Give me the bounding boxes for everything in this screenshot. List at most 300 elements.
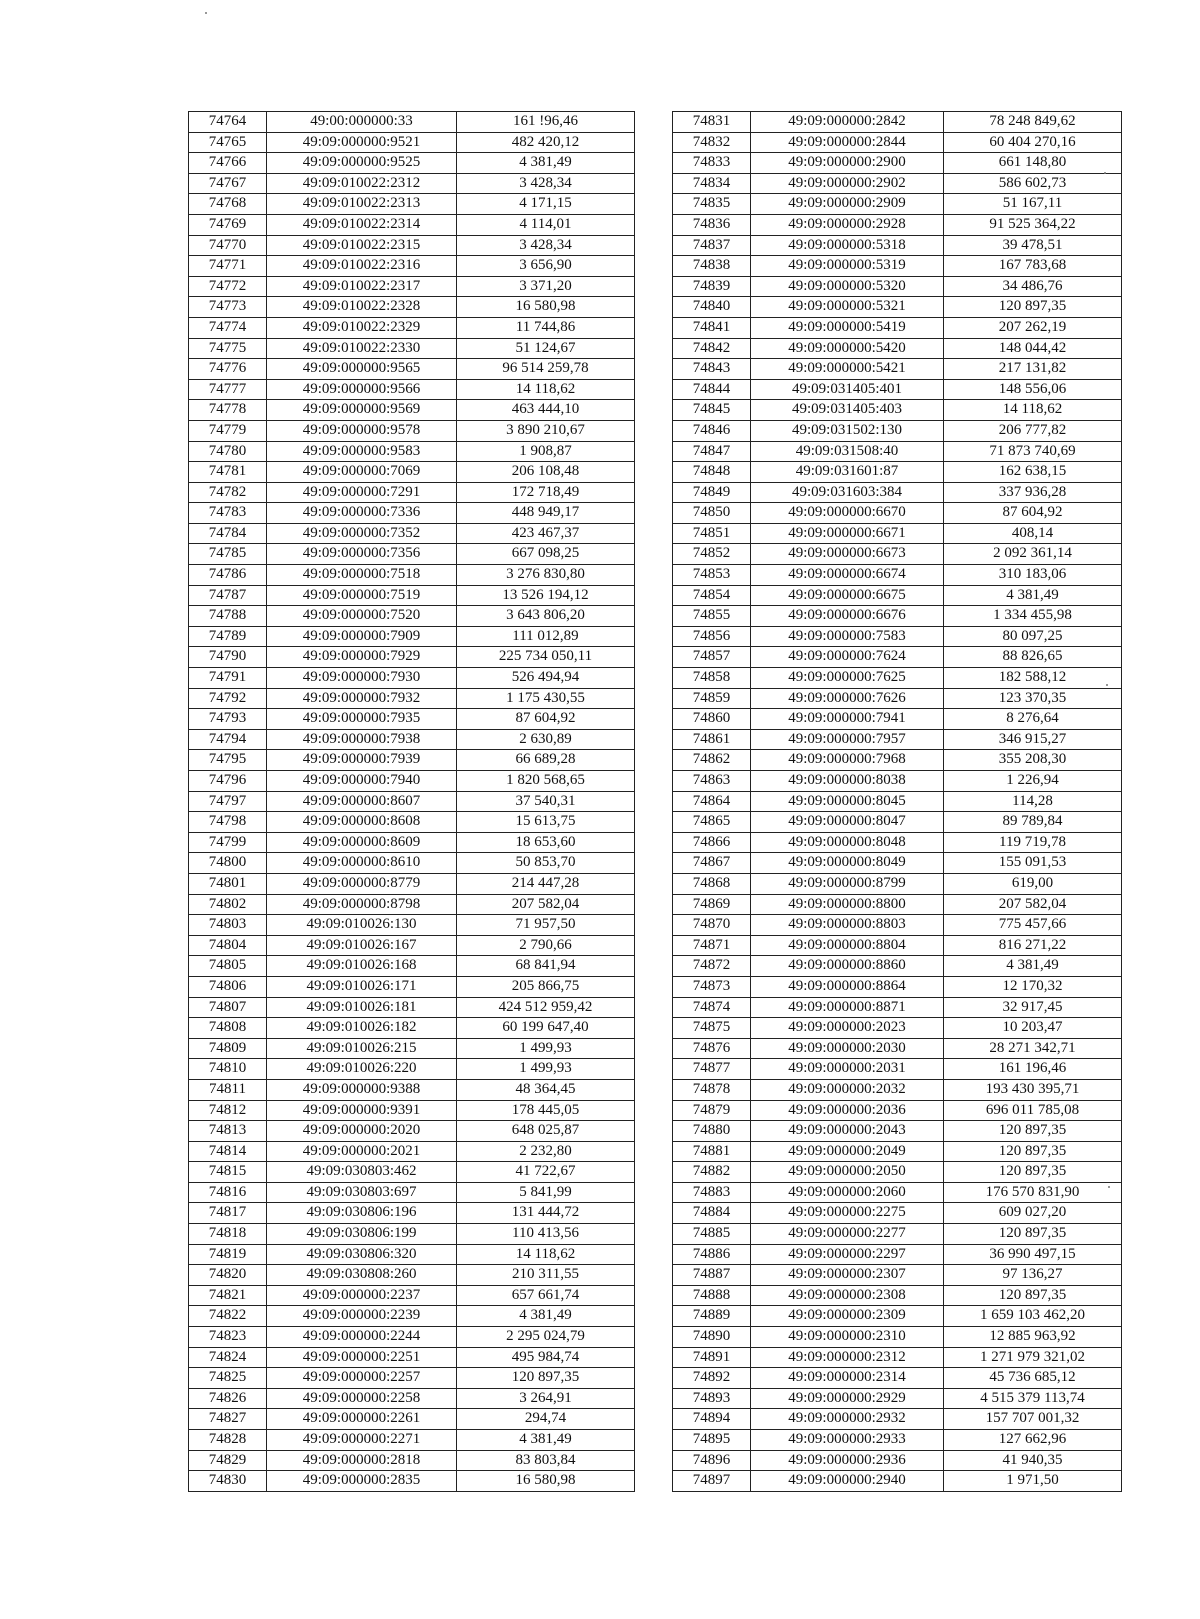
table-row xyxy=(189,235,635,256)
table-row xyxy=(673,1265,1122,1286)
cadastral-number: 49:09:010026:220 xyxy=(267,1059,457,1080)
table-row xyxy=(189,441,635,462)
row-number: 74822 xyxy=(189,1306,267,1327)
cadastral-value: 176 570 831,90 xyxy=(944,1182,1122,1203)
cadastral-number: 49:09:000000:5420 xyxy=(751,338,944,359)
row-number: 74840 xyxy=(673,297,751,318)
table-row xyxy=(189,956,635,977)
table-row xyxy=(673,112,1122,133)
cadastral-value: 131 444,72 xyxy=(457,1203,635,1224)
cadastral-number: 49:09:030803:697 xyxy=(267,1182,457,1203)
cadastral-value: 1 499,93 xyxy=(457,1038,635,1059)
cadastral-number: 49:09:010022:2315 xyxy=(267,235,457,256)
table-row xyxy=(673,1100,1122,1121)
table-row xyxy=(673,338,1122,359)
row-number: 74830 xyxy=(189,1471,267,1492)
cadastral-value: 207 582,04 xyxy=(457,894,635,915)
cadastral-number: 49:09:000000:2928 xyxy=(751,214,944,235)
row-number: 74839 xyxy=(673,276,751,297)
row-number: 74820 xyxy=(189,1265,267,1286)
table-row xyxy=(189,214,635,235)
row-number: 74849 xyxy=(673,482,751,503)
cadastral-number: 49:09:010026:215 xyxy=(267,1038,457,1059)
table-row xyxy=(673,626,1122,647)
cadastral-value: 167 783,68 xyxy=(944,256,1122,277)
row-number: 74888 xyxy=(673,1285,751,1306)
cadastral-value: 5 841,99 xyxy=(457,1182,635,1203)
row-number: 74859 xyxy=(673,688,751,709)
cadastral-number: 49:09:010026:168 xyxy=(267,956,457,977)
row-number: 74885 xyxy=(673,1224,751,1245)
cadastral-value: 45 736 685,12 xyxy=(944,1368,1122,1389)
table-row xyxy=(673,1388,1122,1409)
row-number: 74813 xyxy=(189,1121,267,1142)
table-row xyxy=(673,1224,1122,1245)
cadastral-value: 207 582,04 xyxy=(944,894,1122,915)
row-number: 74880 xyxy=(673,1121,751,1142)
cadastral-value: 87 604,92 xyxy=(944,503,1122,524)
table-row xyxy=(673,1059,1122,1080)
cadastral-number: 49:09:000000:8610 xyxy=(267,853,457,874)
table-row xyxy=(673,688,1122,709)
cadastral-table-right xyxy=(672,111,1122,1492)
cadastral-value: 586 602,73 xyxy=(944,173,1122,194)
cadastral-number: 49:09:000000:8798 xyxy=(267,894,457,915)
cadastral-value: 161 196,46 xyxy=(944,1059,1122,1080)
cadastral-number: 49:09:000000:9569 xyxy=(267,400,457,421)
table-row xyxy=(189,1224,635,1245)
cadastral-number: 49:09:000000:7520 xyxy=(267,606,457,627)
row-number: 74815 xyxy=(189,1162,267,1183)
cadastral-value: 448 949,17 xyxy=(457,503,635,524)
table-row xyxy=(189,1244,635,1265)
row-number: 74844 xyxy=(673,379,751,400)
cadastral-number: 49:09:030806:199 xyxy=(267,1224,457,1245)
row-number: 74791 xyxy=(189,668,267,689)
table-row xyxy=(673,132,1122,153)
cadastral-number: 49:09:000000:6674 xyxy=(751,565,944,586)
row-number: 74886 xyxy=(673,1244,751,1265)
cadastral-value: 110 413,56 xyxy=(457,1224,635,1245)
cadastral-value: 4 515 379 113,74 xyxy=(944,1388,1122,1409)
row-number: 74778 xyxy=(189,400,267,421)
cadastral-value: 48 364,45 xyxy=(457,1079,635,1100)
table-row xyxy=(673,1368,1122,1389)
row-number: 74891 xyxy=(673,1347,751,1368)
table-row xyxy=(673,771,1122,792)
cadastral-value: 11 744,86 xyxy=(457,317,635,338)
cadastral-value: 78 248 849,62 xyxy=(944,112,1122,133)
row-number: 74777 xyxy=(189,379,267,400)
cadastral-value: 60 199 647,40 xyxy=(457,1018,635,1039)
table-row xyxy=(673,544,1122,565)
table-row xyxy=(673,1203,1122,1224)
cadastral-number: 49:09:000000:2023 xyxy=(751,1018,944,1039)
cadastral-number: 49:09:000000:2312 xyxy=(751,1347,944,1368)
table-row xyxy=(189,812,635,833)
cadastral-value: 2 295 024,79 xyxy=(457,1327,635,1348)
cadastral-value: 83 803,84 xyxy=(457,1450,635,1471)
table-row xyxy=(189,894,635,915)
cadastral-value: 39 478,51 xyxy=(944,235,1122,256)
cadastral-value: 225 734 050,11 xyxy=(457,647,635,668)
cadastral-value: 120 897,35 xyxy=(944,1224,1122,1245)
table-row xyxy=(189,832,635,853)
row-number: 74780 xyxy=(189,441,267,462)
table-row xyxy=(673,853,1122,874)
row-number: 74797 xyxy=(189,791,267,812)
cadastral-value: 14 118,62 xyxy=(944,400,1122,421)
cadastral-number: 49:09:000000:2271 xyxy=(267,1430,457,1451)
table-row xyxy=(673,297,1122,318)
cadastral-number: 49:09:010022:2316 xyxy=(267,256,457,277)
cadastral-number: 49:09:000000:2060 xyxy=(751,1182,944,1203)
cadastral-number: 49:09:000000:7336 xyxy=(267,503,457,524)
cadastral-value: 172 718,49 xyxy=(457,482,635,503)
cadastral-number: 49:09:000000:8609 xyxy=(267,832,457,853)
table-row xyxy=(189,791,635,812)
cadastral-value: 4 114,01 xyxy=(457,214,635,235)
cadastral-value: 16 580,98 xyxy=(457,1471,635,1492)
cadastral-value: 3 643 806,20 xyxy=(457,606,635,627)
cadastral-number: 49:09:000000:8608 xyxy=(267,812,457,833)
row-number: 74803 xyxy=(189,915,267,936)
table-row xyxy=(673,1450,1122,1471)
cadastral-value: 71 873 740,69 xyxy=(944,441,1122,462)
cadastral-number: 49:09:000000:8799 xyxy=(751,873,944,894)
cadastral-number: 49:09:000000:2844 xyxy=(751,132,944,153)
row-number: 74871 xyxy=(673,935,751,956)
table-row xyxy=(189,1265,635,1286)
cadastral-table-left xyxy=(188,111,635,1492)
row-number: 74874 xyxy=(673,997,751,1018)
cadastral-value: 88 826,65 xyxy=(944,647,1122,668)
row-number: 74873 xyxy=(673,976,751,997)
table-row xyxy=(189,1038,635,1059)
cadastral-number: 49:09:000000:2933 xyxy=(751,1430,944,1451)
cadastral-number: 49:09:000000:2818 xyxy=(267,1450,457,1471)
row-number: 74766 xyxy=(189,153,267,174)
table-row xyxy=(673,935,1122,956)
cadastral-value: 3 428,34 xyxy=(457,173,635,194)
row-number: 74838 xyxy=(673,256,751,277)
row-number: 74785 xyxy=(189,544,267,565)
table-row xyxy=(189,420,635,441)
cadastral-value: 495 984,74 xyxy=(457,1347,635,1368)
cadastral-value: 120 897,35 xyxy=(457,1368,635,1389)
cadastral-value: 609 027,20 xyxy=(944,1203,1122,1224)
row-number: 74812 xyxy=(189,1100,267,1121)
cadastral-number: 49:09:000000:2940 xyxy=(751,1471,944,1492)
cadastral-number: 49:09:000000:7518 xyxy=(267,565,457,586)
cadastral-value: 96 514 259,78 xyxy=(457,359,635,380)
row-number: 74817 xyxy=(189,1203,267,1224)
cadastral-number: 49:09:000000:2310 xyxy=(751,1327,944,1348)
cadastral-value: 193 430 395,71 xyxy=(944,1079,1122,1100)
table-row xyxy=(673,359,1122,380)
row-number: 74833 xyxy=(673,153,751,174)
cadastral-value: 217 131,82 xyxy=(944,359,1122,380)
row-number: 74835 xyxy=(673,194,751,215)
cadastral-number: 49:09:000000:2239 xyxy=(267,1306,457,1327)
table-row xyxy=(189,276,635,297)
table-row xyxy=(189,1306,635,1327)
cadastral-value: 66 689,28 xyxy=(457,750,635,771)
table-row xyxy=(189,153,635,174)
row-number: 74807 xyxy=(189,997,267,1018)
cadastral-value: 696 011 785,08 xyxy=(944,1100,1122,1121)
cadastral-number: 49:09:031405:403 xyxy=(751,400,944,421)
cadastral-number: 49:09:000000:2031 xyxy=(751,1059,944,1080)
cadastral-number: 49:09:000000:7930 xyxy=(267,668,457,689)
row-number: 74862 xyxy=(673,750,751,771)
table-row xyxy=(673,173,1122,194)
cadastral-value: 51 167,11 xyxy=(944,194,1122,215)
cadastral-value: 214 447,28 xyxy=(457,873,635,894)
row-number: 74774 xyxy=(189,317,267,338)
cadastral-value: 3 371,20 xyxy=(457,276,635,297)
cadastral-value: 60 404 270,16 xyxy=(944,132,1122,153)
cadastral-value: 111 012,89 xyxy=(457,626,635,647)
row-number: 74895 xyxy=(673,1430,751,1451)
row-number: 74786 xyxy=(189,565,267,586)
cadastral-value: 205 866,75 xyxy=(457,976,635,997)
cadastral-value: 71 957,50 xyxy=(457,915,635,936)
table-row xyxy=(189,173,635,194)
row-number: 74865 xyxy=(673,812,751,833)
cadastral-number: 49:09:000000:2020 xyxy=(267,1121,457,1142)
cadastral-number: 49:09:000000:2314 xyxy=(751,1368,944,1389)
cadastral-number: 49:09:000000:7626 xyxy=(751,688,944,709)
cadastral-number: 49:09:000000:2842 xyxy=(751,112,944,133)
table-row xyxy=(189,585,635,606)
cadastral-number: 49:09:000000:8779 xyxy=(267,873,457,894)
cadastral-value: 4 381,49 xyxy=(457,153,635,174)
cadastral-value: 155 091,53 xyxy=(944,853,1122,874)
row-number: 74828 xyxy=(189,1430,267,1451)
cadastral-number: 49:09:000000:7938 xyxy=(267,729,457,750)
cadastral-number: 49:09:000000:5321 xyxy=(751,297,944,318)
cadastral-value: 1 271 979 321,02 xyxy=(944,1347,1122,1368)
row-number: 74869 xyxy=(673,894,751,915)
row-number: 74826 xyxy=(189,1388,267,1409)
table-row xyxy=(673,317,1122,338)
row-number: 74831 xyxy=(673,112,751,133)
cadastral-number: 49:09:031502:130 xyxy=(751,420,944,441)
cadastral-number: 49:09:000000:2050 xyxy=(751,1162,944,1183)
scan-speck xyxy=(205,12,207,14)
cadastral-number: 49:09:000000:2308 xyxy=(751,1285,944,1306)
table-body-right xyxy=(673,112,1122,1492)
row-number: 74827 xyxy=(189,1409,267,1430)
table-row xyxy=(189,256,635,277)
cadastral-number: 49:09:000000:6670 xyxy=(751,503,944,524)
table-row xyxy=(189,709,635,730)
scan-speck xyxy=(1106,684,1108,686)
row-number: 74816 xyxy=(189,1182,267,1203)
cadastral-number: 49:09:000000:2032 xyxy=(751,1079,944,1100)
table-row xyxy=(673,1347,1122,1368)
row-number: 74867 xyxy=(673,853,751,874)
cadastral-number: 49:09:000000:9578 xyxy=(267,420,457,441)
cadastral-number: 49:09:010026:171 xyxy=(267,976,457,997)
row-number: 74814 xyxy=(189,1141,267,1162)
cadastral-number: 49:09:000000:7625 xyxy=(751,668,944,689)
row-number: 74811 xyxy=(189,1079,267,1100)
row-number: 74784 xyxy=(189,523,267,544)
row-number: 74808 xyxy=(189,1018,267,1039)
cadastral-value: 120 897,35 xyxy=(944,1141,1122,1162)
table-row xyxy=(189,338,635,359)
cadastral-value: 206 777,82 xyxy=(944,420,1122,441)
cadastral-number: 49:09:000000:7352 xyxy=(267,523,457,544)
cadastral-value: 32 917,45 xyxy=(944,997,1122,1018)
row-number: 74894 xyxy=(673,1409,751,1430)
table-row xyxy=(673,1285,1122,1306)
row-number: 74897 xyxy=(673,1471,751,1492)
cadastral-number: 49:09:000000:8864 xyxy=(751,976,944,997)
cadastral-number: 49:09:000000:8607 xyxy=(267,791,457,812)
cadastral-value: 661 148,80 xyxy=(944,153,1122,174)
row-number: 74864 xyxy=(673,791,751,812)
table-row xyxy=(189,1100,635,1121)
table-row xyxy=(673,276,1122,297)
table-row xyxy=(189,1018,635,1039)
row-number: 74802 xyxy=(189,894,267,915)
cadastral-number: 49:09:000000:2297 xyxy=(751,1244,944,1265)
table-row xyxy=(673,647,1122,668)
row-number: 74850 xyxy=(673,503,751,524)
cadastral-number: 49:09:000000:7909 xyxy=(267,626,457,647)
cadastral-number: 49:09:000000:5320 xyxy=(751,276,944,297)
cadastral-number: 49:09:031405:401 xyxy=(751,379,944,400)
row-number: 74884 xyxy=(673,1203,751,1224)
row-number: 74770 xyxy=(189,235,267,256)
cadastral-value: 15 613,75 xyxy=(457,812,635,833)
cadastral-value: 12 885 963,92 xyxy=(944,1327,1122,1348)
cadastral-value: 408,14 xyxy=(944,523,1122,544)
row-number: 74779 xyxy=(189,420,267,441)
cadastral-value: 1 499,93 xyxy=(457,1059,635,1080)
row-number: 74868 xyxy=(673,873,751,894)
row-number: 74824 xyxy=(189,1347,267,1368)
table-row xyxy=(673,1079,1122,1100)
cadastral-number: 49:09:000000:9391 xyxy=(267,1100,457,1121)
cadastral-value: 12 170,32 xyxy=(944,976,1122,997)
table-row xyxy=(673,194,1122,215)
table-row xyxy=(673,956,1122,977)
cadastral-number: 49:09:000000:2049 xyxy=(751,1141,944,1162)
cadastral-number: 49:09:000000:2932 xyxy=(751,1409,944,1430)
cadastral-number: 49:09:000000:5318 xyxy=(751,235,944,256)
row-number: 74892 xyxy=(673,1368,751,1389)
table-row xyxy=(673,1018,1122,1039)
cadastral-number: 49:09:000000:2036 xyxy=(751,1100,944,1121)
table-row xyxy=(189,1079,635,1100)
row-number: 74878 xyxy=(673,1079,751,1100)
row-number: 74806 xyxy=(189,976,267,997)
cadastral-value: 37 540,31 xyxy=(457,791,635,812)
cadastral-value: 80 097,25 xyxy=(944,626,1122,647)
cadastral-value: 114,28 xyxy=(944,791,1122,812)
cadastral-number: 49:09:010022:2317 xyxy=(267,276,457,297)
table-row xyxy=(673,1038,1122,1059)
row-number: 74821 xyxy=(189,1285,267,1306)
cadastral-number: 49:09:000000:2244 xyxy=(267,1327,457,1348)
table-row xyxy=(673,214,1122,235)
row-number: 74792 xyxy=(189,688,267,709)
cadastral-value: 51 124,67 xyxy=(457,338,635,359)
cadastral-number: 49:09:000000:2030 xyxy=(751,1038,944,1059)
table-row xyxy=(673,1162,1122,1183)
row-number: 74893 xyxy=(673,1388,751,1409)
cadastral-value: 34 486,76 xyxy=(944,276,1122,297)
row-number: 74795 xyxy=(189,750,267,771)
cadastral-value: 657 661,74 xyxy=(457,1285,635,1306)
cadastral-value: 294,74 xyxy=(457,1409,635,1430)
table-row xyxy=(673,379,1122,400)
table-row xyxy=(189,359,635,380)
cadastral-value: 355 208,30 xyxy=(944,750,1122,771)
table-row xyxy=(189,915,635,936)
row-number: 74818 xyxy=(189,1224,267,1245)
cadastral-number: 49:09:010022:2314 xyxy=(267,214,457,235)
cadastral-value: 13 526 194,12 xyxy=(457,585,635,606)
table-row xyxy=(189,544,635,565)
table-row xyxy=(189,976,635,997)
table-row xyxy=(673,503,1122,524)
row-number: 74854 xyxy=(673,585,751,606)
table-body-left xyxy=(189,112,635,1492)
cadastral-number: 49:09:010022:2330 xyxy=(267,338,457,359)
table-row xyxy=(189,112,635,133)
cadastral-number: 49:09:000000:7069 xyxy=(267,462,457,483)
cadastral-number: 49:09:000000:7932 xyxy=(267,688,457,709)
row-number: 74876 xyxy=(673,1038,751,1059)
cadastral-value: 148 556,06 xyxy=(944,379,1122,400)
table-row xyxy=(189,379,635,400)
row-number: 74796 xyxy=(189,771,267,792)
cadastral-number: 49:09:000000:6676 xyxy=(751,606,944,627)
table-row xyxy=(189,688,635,709)
row-number: 74858 xyxy=(673,668,751,689)
row-number: 74837 xyxy=(673,235,751,256)
cadastral-number: 49:09:000000:8038 xyxy=(751,771,944,792)
row-number: 74788 xyxy=(189,606,267,627)
cadastral-value: 619,00 xyxy=(944,873,1122,894)
cadastral-number: 49:09:010022:2312 xyxy=(267,173,457,194)
cadastral-value: 14 118,62 xyxy=(457,379,635,400)
cadastral-number: 49:09:000000:7519 xyxy=(267,585,457,606)
cadastral-value: 4 381,49 xyxy=(944,585,1122,606)
table-row xyxy=(673,873,1122,894)
cadastral-value: 8 276,64 xyxy=(944,709,1122,730)
cadastral-value: 3 428,34 xyxy=(457,235,635,256)
cadastral-value: 162 638,15 xyxy=(944,462,1122,483)
table-row xyxy=(189,462,635,483)
table-row xyxy=(189,853,635,874)
cadastral-number: 49:09:010026:130 xyxy=(267,915,457,936)
cadastral-number: 49:09:010022:2328 xyxy=(267,297,457,318)
cadastral-number: 49:09:000000:9521 xyxy=(267,132,457,153)
row-number: 74883 xyxy=(673,1182,751,1203)
cadastral-value: 3 276 830,80 xyxy=(457,565,635,586)
table-row xyxy=(189,1059,635,1080)
row-number: 74846 xyxy=(673,420,751,441)
table-row xyxy=(673,1409,1122,1430)
table-row xyxy=(673,523,1122,544)
cadastral-value: 3 890 210,67 xyxy=(457,420,635,441)
